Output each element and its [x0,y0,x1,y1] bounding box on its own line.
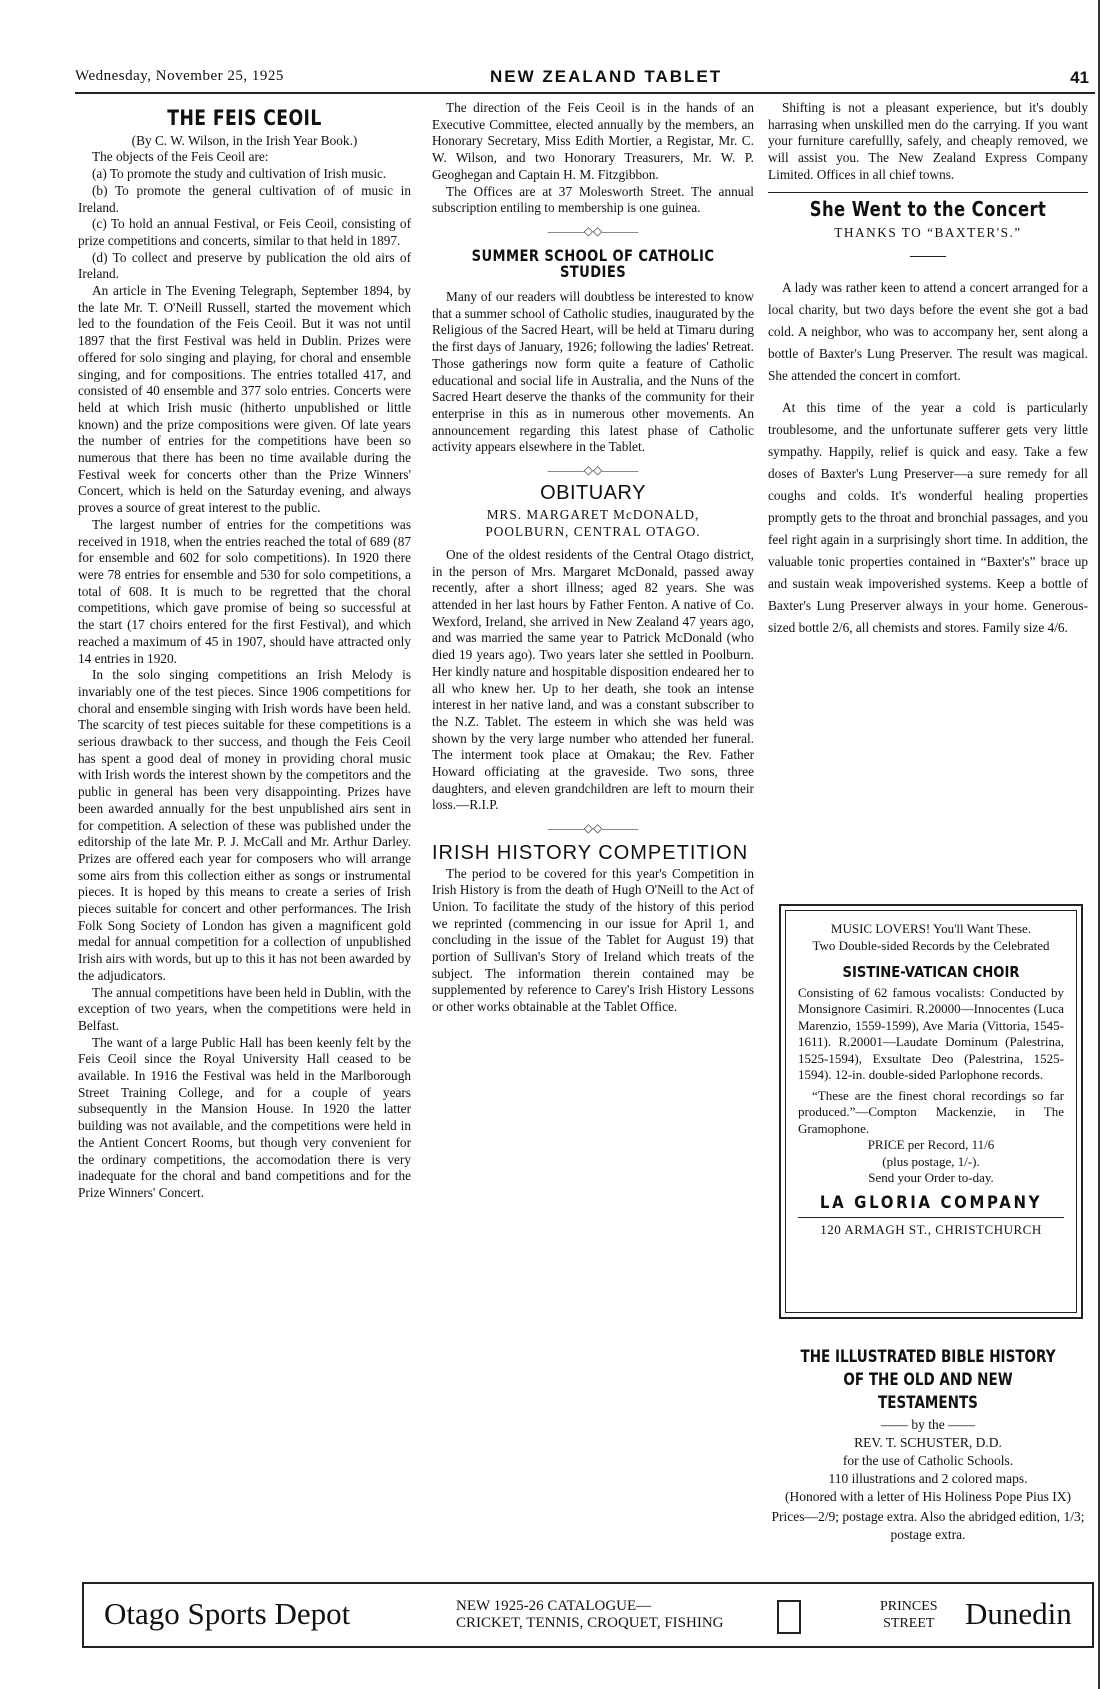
column-1 [78,100,411,1202]
bible-history-ad [768,1345,1088,1544]
feis-paragraph: The annual competitions have been held in Dublin, with the exception of two years, when the competitions were held in Belfast. [78,984,411,1033]
short-rule [910,256,946,257]
order-line: Send your Order to-day. [868,1170,994,1185]
obituary-place: POOLBURN, CENTRAL OTAGO. [485,524,701,540]
bible-prices: Prices—2/9; postage extra. Also the abridged edition, 1/3; postage extra. [771,1509,1085,1542]
record-price: PRICE per Record, 11/6 [867,1137,995,1152]
column-2 [432,100,754,1016]
feis-paragraph: The direction of the Feis Ceoil is in the hands of an Executive Committee, elected annually by the members, an Honorary Secretary, Miss Edith Mortier, a Registar, Mr. C. W. Wilson, and two Honorary Treasurers, Mr. W. P. Geoghegan and Captain H. M. Fitzgibbon. [432,100,754,182]
feis-paragraph: The Offices are at 37 Molesworth Street. The annual subscription entiling to membership is one guinea. [432,183,754,216]
page-header [75,66,1095,94]
separator-ornament: ———◇◇——— [547,223,639,238]
catalogue-line: NEW 1925-26 CATALOGUE— [456,1598,652,1614]
street-name: PRINCES [880,1599,938,1614]
concert-paragraph: A lady was rather keen to attend a concert arranged for a local charity, but two days before the event she got a bad cold. A neighbor, who was to accompany her, sent along a bottle of Baxter's Lung Preserver. The result was magical. She attended the concert in comfort. [768,279,1088,383]
bible-title: THE ILLUSTRATED BIBLE HISTORY OF THE OLD AND NEW TESTAMENTS [800,1347,1056,1412]
company-name: LA GLORIA COMPANY [819,1192,1043,1213]
box-mark [777,1600,801,1634]
feis-paragraph: (a) To promote the study and cultivation of Irish music. [92,166,387,182]
concert-body [768,277,1088,639]
company-address: 120 ARMAGH ST., CHRISTCHURCH [798,1217,1064,1239]
obituary-body: One of the oldest residents of the Central Otago district, in the person of Mrs. Margaret McDonald, passed away recently, after a short illness; aged 82 years. She was attended in her last hours by Father Fenton. A native of Co. Wexford, Ireland, she arrived in New Zealand 47 years ago, and was married the same year to Patrick McDonald (who died 19 years ago). Two years later she settled in Poolburn. Her kindly nature and hospitable disposition endeared her to all who knew her. Up to her death, she took an intense interest in her native land, and was a constant subscriber to the N.Z. Tablet. The esteem in which she was held was shown by the very large number who attended her funeral. The interment took place at Omakau; the Rev. Father Howard officiating at the graveside. Two sons, three daughters, and eleven grandchildren are left to mourn their loss.—R.I.P. [432,546,754,813]
column-3 [768,100,1088,639]
feis-paragraph: In the solo singing competitions an Irish Melody is invariably one of the test pieces. Since 1906 competitions for choral and ensemble singing with Irish words have been held. The scarcity of test pieces suitable for these competitions is a serious drawback to ther success, and though the Feis Ceoil has spent a good deal of money in providing choral music with Irish words the interest shown by the competitors and the public in general has been very disappointing. Prizes have been awarded annually for the best unpublished airs sent in for competition. A selection of these was published under the editorship of the late Mr. P. J. McCall and Mr. Arthur Darley. Prizes are offered each year for composers who will arrange some airs from this collection either as songs or instrumental pieces. It is hoped by this means to create a series of Irish pieces suitable for concert and other performances. The Irish Folk Song Society of London has given a magnificent gold medal for annual competition for a collection of unpublished Irish airs with words, but up to this it has not been awarded by the adjudicators. [78,667,411,983]
page-number: 41 [1070,68,1089,87]
store-name: Otago Sports Depot [104,1596,351,1631]
separator-ornament: ———◇◇——— [547,463,639,478]
music-ad-records: Two Double-sided Records by the Celebrated [812,937,1050,953]
feis-paragraph: (d) To collect and preserve by publication the old airs of Ireland. [78,249,411,282]
summer-school-body: Many of our readers will doubtless be interested to know that a summer school of Catholic studies, inaugurated by the Religious of the Sacred Heart, will be held at Timaru during the first days of January, 1926; following the ladies' Retreat. Those gatherings now form quite a feature of Catholic educational and social life in Australia, and the Nuns of the Sacred Heart deserve the thanks of the community for their enterprise in this as in numerous other movements. An announcement regarding this latest phase of Catholic activity appears elsewhere in the Tablet. [432,289,755,455]
page-edge-rule [1098,0,1100,1689]
irish-history-title: IRISH HISTORY COMPETITION [432,841,749,864]
concert-subtitle: THANKS TO “BAXTER'S.” [834,225,1022,241]
choir-name: SISTINE-VATICAN CHOIR [842,963,1020,981]
bible-illustrations: 110 illustrations and 2 colored maps. [828,1471,1028,1486]
catalogue-sports: CRICKET, TENNIS, CROQUET, FISHING [456,1615,724,1631]
bible-author: REV. T. SCHUSTER, D.D. [854,1435,1002,1450]
feis-paragraph: (b) To promote the general cultivation of of music in Ireland. [78,182,411,215]
feis-paragraph: The want of a large Public Hall has been keenly felt by the Feis Ceoil since the Royal University Hall ceased to be available. In 1916 the Festival was held in the Marlborough Street Training College, and for a couple of years subsequently in the Mansion House. In 1920 the latter building was not available, and the competitions were held in the Antient Concert Rooms, but though very convenient for the ordinary competitions, the accomodation there is very inadequate for the choral and band competitions and for the Prize Winners' Concert. [78,1034,411,1200]
feis-paragraph: The largest number of entries for the competitions was received in 1918, when the entries reached the total of 689 (87 for ensemble and 602 for solo competitions). In 1920 there were 78 entries for ensemble and 530 for solo competitions, a total of 608. It is much to be regretted that the choral competitions, which gave promise of being so successful at the start (17 choirs entered for the first Festival), and which reached a maximum of 45 in 1907, should have attracted only 14 entries in 1920. [78,516,411,666]
feis-paragraph: An article in The Evening Telegraph, September 1894, by the late Mr. T. O'Neill Russell, started the movement which led to the foundation of the Feis Ceoil. But it was not until 1897 that the first Festival was held in Dublin. Prizes were offered for solo singing and playing, for choral and ensemble singing, and for compositions. The entries totalled 417, and consisted of 40 ensemble and 377 solo entries. Concerts were held at which Irish music (hitherto unpublished or little known) and the prize compositions were given. Of late years the number of entries for the competitions have been so numerous that there has been no time available during the Festival week for concerts other than the Prize Winners' Concert, which is held on the Saturday evening, and always proves a source of great interest to the public. [78,283,411,516]
bible-by: —— by the —— [880,1417,976,1432]
music-ad-headline: MUSIC LOVERS! You'll Want These. [830,921,1032,936]
bible-honored: (Honored with a letter of His Holiness Pope Pius IX) [784,1489,1072,1504]
shifting-ad: Shifting is not a pleasant experience, but it's doubly harrasing when unskilled men do the carrying. If you want your furniture carefullly, safely, and cheaply removed, we will assist you. The New Zealand Express Company Limited. Offices in all chief towns. [768,100,1088,182]
concert-title: She Went to the Concert [809,196,1047,221]
feis-byline: (By C. W. Wilson, in the Irish Year Book.) [131,132,358,148]
obituary-subtitle [432,507,754,540]
music-ad-quote: “These are the finest choral recordings so far produced.”—Compton Mackenzie, in The Gramophone. [798,1087,1064,1136]
separator-ornament: ———◇◇——— [547,821,639,836]
feis-paragraph: The objects of the Feis Ceoil are: [92,149,269,165]
catalogue-info [456,1598,724,1632]
feis-title: THE FEIS CEOIL [167,106,322,130]
otago-sports-ad [82,1582,1094,1648]
concert-paragraph: At this time of the year a cold is particularly troublesome, and the unfortunate sufferer gets very little sympathy. Happily, relief is quick and easy. Take a few doses of Baxter's Lung Preserver—a sure remedy for all coughs and colds. It's wonderful healing properties promptly gets to the throat and bronchial passages, and you feel right again in a surprisingly short time. In addition, the valuable tonic properties contained in “Baxter's” brace up and sustain weak impoverished systems. Keep a bottle of Baxter's Lung Preserver always in your home. Generous-sized bottle 2/6, all chemists and stores. Family size 4/6. [768,399,1088,635]
summer-school-title: SUMMER SCHOOL OF CATHOLIC STUDIES [471,245,715,282]
street-info [880,1598,938,1632]
obituary-title: OBITUARY [540,481,646,504]
header-date: Wednesday, November 25, 1925 [75,68,284,84]
irish-history-body: The period to be covered for this year's Competition in Irish History is from the death of Hugh O'Neill to the Act of Union. To facilitate the study of the history of this period we reprinted (commencing in our issue for April 1, and concluding in the issue of the Tablet for August 19) that portion of Sullivan's Story of Ireland which treats of the subject. The information therein contained may be supplemented by reference to Carey's Irish History Lessons or other works obtainable at the Tablet Office. [432,865,754,1015]
music-ad-body: Consisting of 62 famous vocalists: Conducted by Monsignore Casimiri. R.20000—Innocentes (Luca Marenzio, 1559-1599), Ave Maria (Vittoria, 1545-1611). R.20001—Laudate Dominum (Palestrina, 1525-1594), Exsultate Deo (Palestrina, 1525-1594). 12-in. double-sided Parlophone records. [798,984,1064,1082]
city-name: Dunedin [965,1596,1072,1631]
header-title: NEW ZEALAND TABLET [490,67,723,86]
feis-paragraph: (c) To hold an annual Festival, or Feis Ceoil, consisting of prize competitions and concerts, similar to that held in 1897. [78,216,411,248]
divider [768,192,1088,193]
bible-for: for the use of Catholic Schools. [842,1453,1014,1468]
obituary-name: MRS. MARGARET McDONALD, [486,507,700,523]
street-word: STREET [883,1616,935,1631]
music-ad-inner [785,910,1077,1313]
music-lovers-ad [779,904,1083,1319]
postage: (plus postage, 1/-). [882,1153,980,1169]
